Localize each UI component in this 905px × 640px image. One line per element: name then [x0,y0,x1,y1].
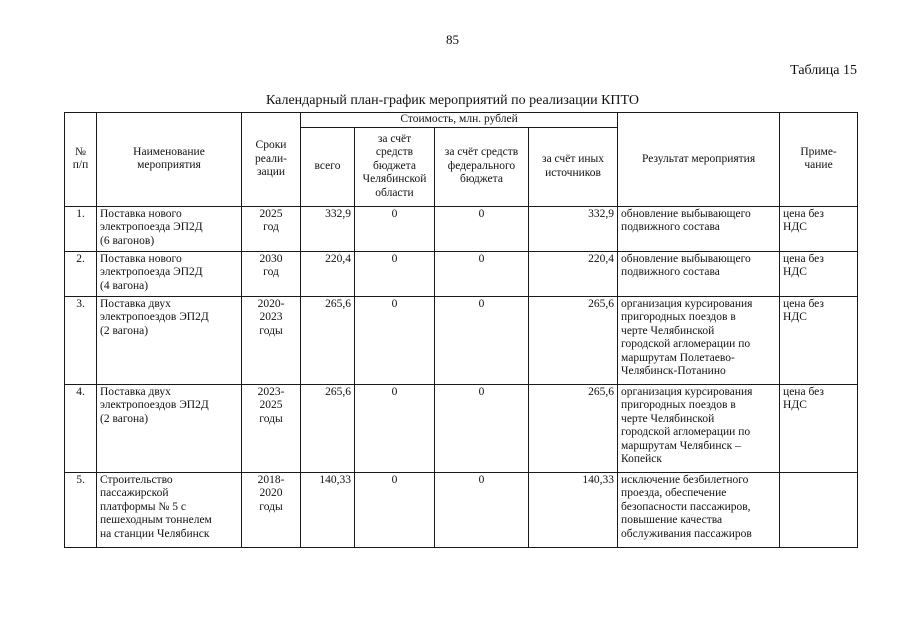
row-name: Поставка двух электропоездов ЭП2Д (2 вагона) [97,384,242,472]
row-other: 140,33 [529,472,618,547]
row-other: 332,9 [529,206,618,251]
row-other: 265,6 [529,384,618,472]
row-note: цена без НДС [780,206,858,251]
schedule-table [64,112,858,548]
row-name: Строительство пассажирской платформы № 5 с пешеходным тоннелем на станции Челябинск [97,472,242,547]
row-regional: 0 [355,472,435,547]
header-cost-group: Стоимость, млн. рублей [301,113,618,128]
row-terms: 2018- 2020 годы [242,472,301,547]
row-total: 265,6 [301,384,355,472]
row-federal: 0 [435,384,529,472]
row-federal: 0 [435,296,529,384]
row-total: 332,9 [301,206,355,251]
row-num: 1. [65,206,97,251]
row-regional: 0 [355,384,435,472]
row-num: 4. [65,384,97,472]
row-terms: 2020- 2023 годы [242,296,301,384]
row-terms: 2025 год [242,206,301,251]
row-total: 265,6 [301,296,355,384]
row-note: цена без НДС [780,296,858,384]
row-num: 5. [65,472,97,547]
row-result: исключение безбилетного проезда, обеспечение безопасности пассажиров, повышение качества обслуживания пассажиров [618,472,780,547]
row-result: обновление выбывающего подвижного состава [618,251,780,296]
row-name: Поставка двух электропоездов ЭП2Д (2 вагона) [97,296,242,384]
table-row [65,251,858,296]
table-row [65,384,858,472]
header-terms: Сроки реали- зации [242,113,301,207]
row-total: 220,4 [301,251,355,296]
row-result: обновление выбывающего подвижного состава [618,206,780,251]
row-federal: 0 [435,206,529,251]
header-other: за счёт иных источников [529,127,618,206]
row-total: 140,33 [301,472,355,547]
row-federal: 0 [435,251,529,296]
row-result: организация курсирования пригородных поездов в черте Челябинской городской агломерации по маршрутам Полетаево- Челябинск-Потанино [618,296,780,384]
row-terms: 2030 год [242,251,301,296]
row-result: организация курсирования пригородных поездов в черте Челябинской городской агломерации по маршрутам Челябинск – Копейск [618,384,780,472]
table-row [65,472,858,547]
table-label: Таблица 15 [790,63,857,78]
header-note: Приме- чание [780,113,858,207]
row-num: 3. [65,296,97,384]
row-note [780,472,858,547]
header-result: Результат мероприятия [618,113,780,207]
table-row [65,206,858,251]
row-regional: 0 [355,296,435,384]
row-terms: 2023- 2025 годы [242,384,301,472]
row-num: 2. [65,251,97,296]
row-other: 220,4 [529,251,618,296]
row-note: цена без НДС [780,251,858,296]
page-number: 85 [446,32,459,47]
header-regional: за счёт средств бюджета Челябинской области [355,127,435,206]
table-title: Календарный план-график мероприятий по реализации КПТО [265,93,640,108]
row-regional: 0 [355,206,435,251]
row-name: Поставка нового электропоезда ЭП2Д (4 вагона) [97,251,242,296]
table-row [65,296,858,384]
row-federal: 0 [435,472,529,547]
header-name: Наименование мероприятия [97,113,242,207]
row-other: 265,6 [529,296,618,384]
row-note: цена без НДС [780,384,858,472]
row-regional: 0 [355,251,435,296]
header-federal: за счёт средств федерального бюджета [435,127,529,206]
header-num: № п/п [65,113,97,207]
header-total: всего [301,127,355,206]
row-name: Поставка нового электропоезда ЭП2Д (6 вагонов) [97,206,242,251]
